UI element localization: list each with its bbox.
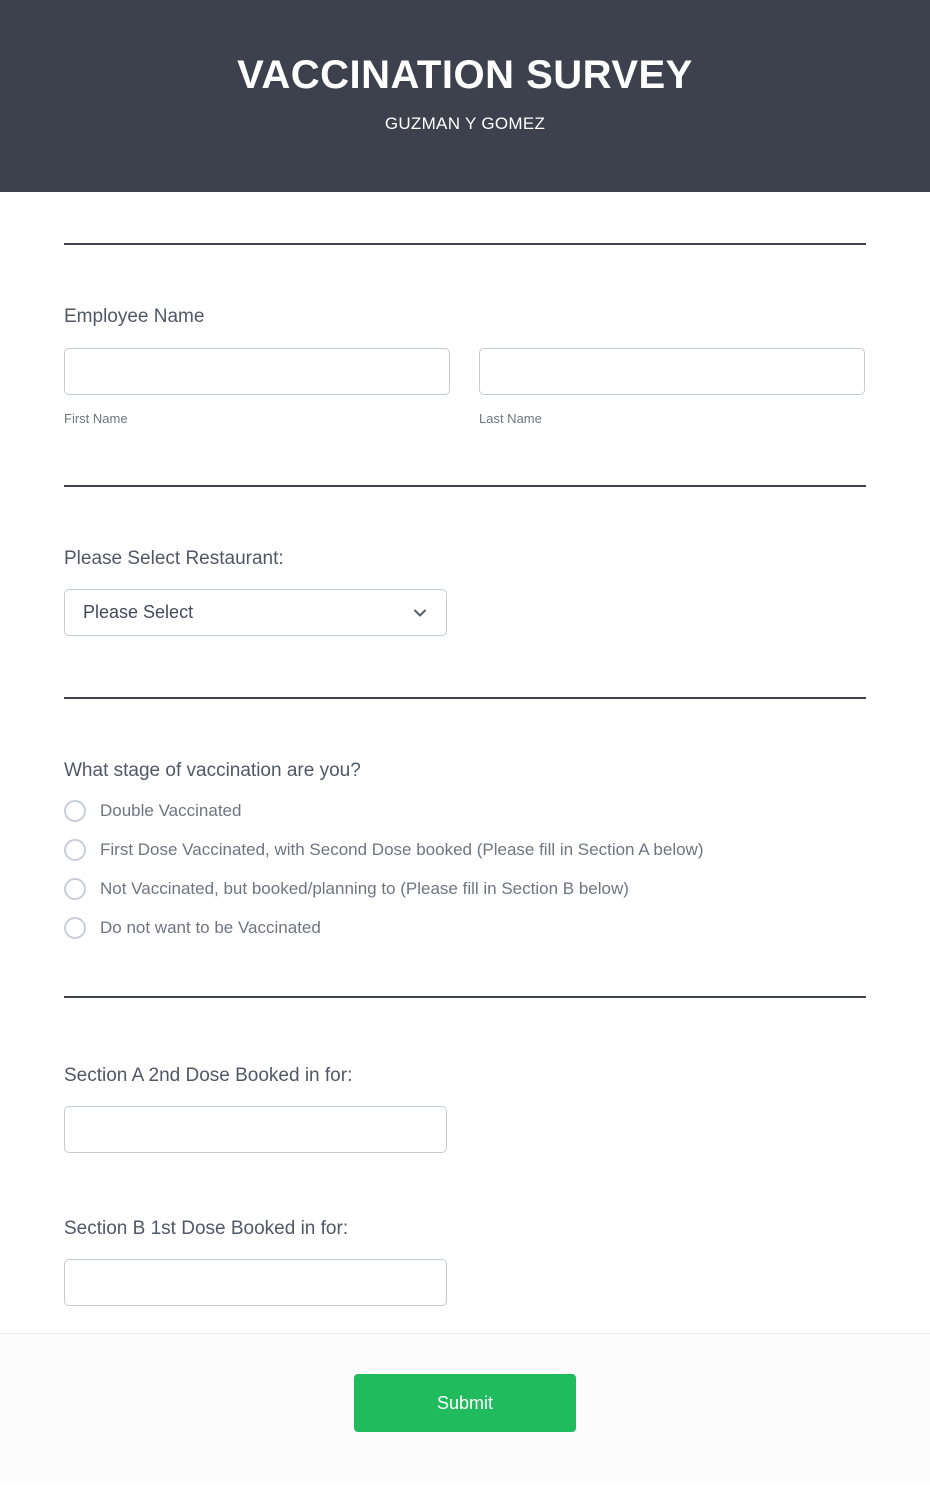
section-a [64, 1064, 866, 1153]
section-a-label: Section A 2nd Dose Booked in for: [64, 1065, 353, 1086]
name-input-row [64, 348, 866, 427]
employee-name-section [64, 305, 866, 427]
restaurant-select[interactable] [64, 589, 447, 636]
radio-option-first-dose[interactable] [64, 838, 866, 862]
last-name-sublabel: Last Name [479, 411, 542, 426]
section-divider [64, 485, 866, 487]
form-header [0, 0, 930, 192]
radio-option-double-vaccinated[interactable] [64, 799, 866, 823]
form-subtitle: GUZMAN Y GOMEZ [384, 114, 546, 133]
restaurant-selected-value: Please Select [83, 602, 194, 622]
chevron-down-icon [412, 605, 428, 621]
first-name-input[interactable] [64, 348, 450, 395]
radio-option-not-vaccinated-booked[interactable] [64, 877, 866, 901]
section-a-input[interactable] [64, 1106, 447, 1153]
last-name-input[interactable] [479, 348, 865, 395]
restaurant-section [64, 547, 866, 636]
vaccination-stage-question: What stage of vaccination are you? [64, 760, 361, 781]
submit-bar [0, 1333, 930, 1482]
form-title: VACCINATION SURVEY [237, 53, 693, 97]
radio-option-label: Double Vaccinated [100, 801, 242, 820]
radio-option-label: Do not want to be Vaccinated [100, 918, 321, 937]
employee-name-label: Employee Name [64, 306, 205, 327]
section-b [64, 1217, 866, 1306]
section-divider [64, 996, 866, 998]
vaccination-stage-section [64, 759, 866, 940]
section-divider [64, 243, 866, 245]
section-b-input[interactable] [64, 1259, 447, 1306]
section-divider [64, 697, 866, 699]
last-name-column [479, 348, 865, 427]
radio-button-icon[interactable] [64, 839, 86, 861]
radio-option-no-vaccination[interactable] [64, 916, 866, 940]
restaurant-label: Please Select Restaurant: [64, 548, 284, 569]
form-body [0, 243, 930, 1306]
vaccination-stage-options [64, 799, 866, 940]
submit-button[interactable]: Submit [354, 1374, 576, 1432]
section-b-label: Section B 1st Dose Booked in for: [64, 1218, 349, 1239]
radio-button-icon[interactable] [64, 878, 86, 900]
radio-option-label: First Dose Vaccinated, with Second Dose booked (Please fill in Section A below) [100, 840, 704, 859]
radio-option-label: Not Vaccinated, but booked/planning to (Please fill in Section B below) [100, 879, 629, 898]
first-name-sublabel: First Name [64, 411, 128, 426]
first-name-column [64, 348, 450, 427]
radio-button-icon[interactable] [64, 917, 86, 939]
radio-button-icon[interactable] [64, 800, 86, 822]
